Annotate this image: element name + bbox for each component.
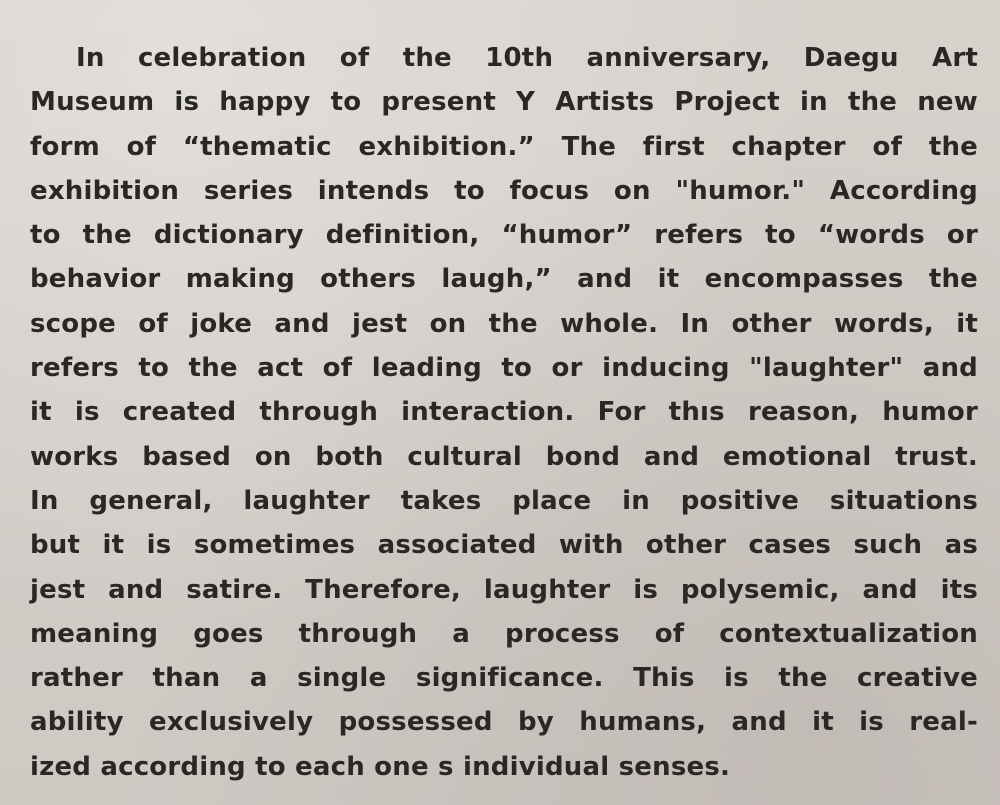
text-line: In general, laughter takes place in positive situations	[30, 485, 978, 516]
text-line: scope of joke and jest on the whole. In other words, it	[30, 308, 978, 339]
text-line: works based on both cultural bond and emotional trust.	[30, 441, 978, 472]
text-line-last: ized according to each one s individual senses.	[30, 751, 731, 782]
text-line: meaning goes through a process of contextualization	[30, 618, 978, 649]
text-line: Museum is happy to present Y Artists Project in the new	[30, 87, 978, 118]
text-line: but it is sometimes associated with other cases such as	[30, 530, 978, 561]
text-line: ability exclusively possessed by humans, and it is real-	[30, 707, 978, 738]
text-line: to the dictionary definition, “humor” refers to “words or	[30, 220, 978, 251]
text-line: rather than a single significance. This is the creative	[30, 663, 978, 694]
text-line: jest and satire. Therefore, laughter is polysemic, and its	[30, 574, 978, 605]
text-line: it is created through interaction. For thıs reason, humor	[30, 397, 978, 428]
text-line: refers to the act of leading to or inducing "laughter" and	[30, 353, 978, 384]
exhibition-wall-text	[30, 36, 978, 789]
text-line: behavior making others laugh,” and it encompasses the	[30, 264, 978, 295]
text-line: In celebration of the 10th anniversary, Daegu Art	[76, 43, 978, 73]
text-line: form of “thematic exhibition.” The first chapter of the	[30, 131, 978, 162]
text-line: exhibition series intends to focus on "humor." According	[30, 175, 978, 206]
